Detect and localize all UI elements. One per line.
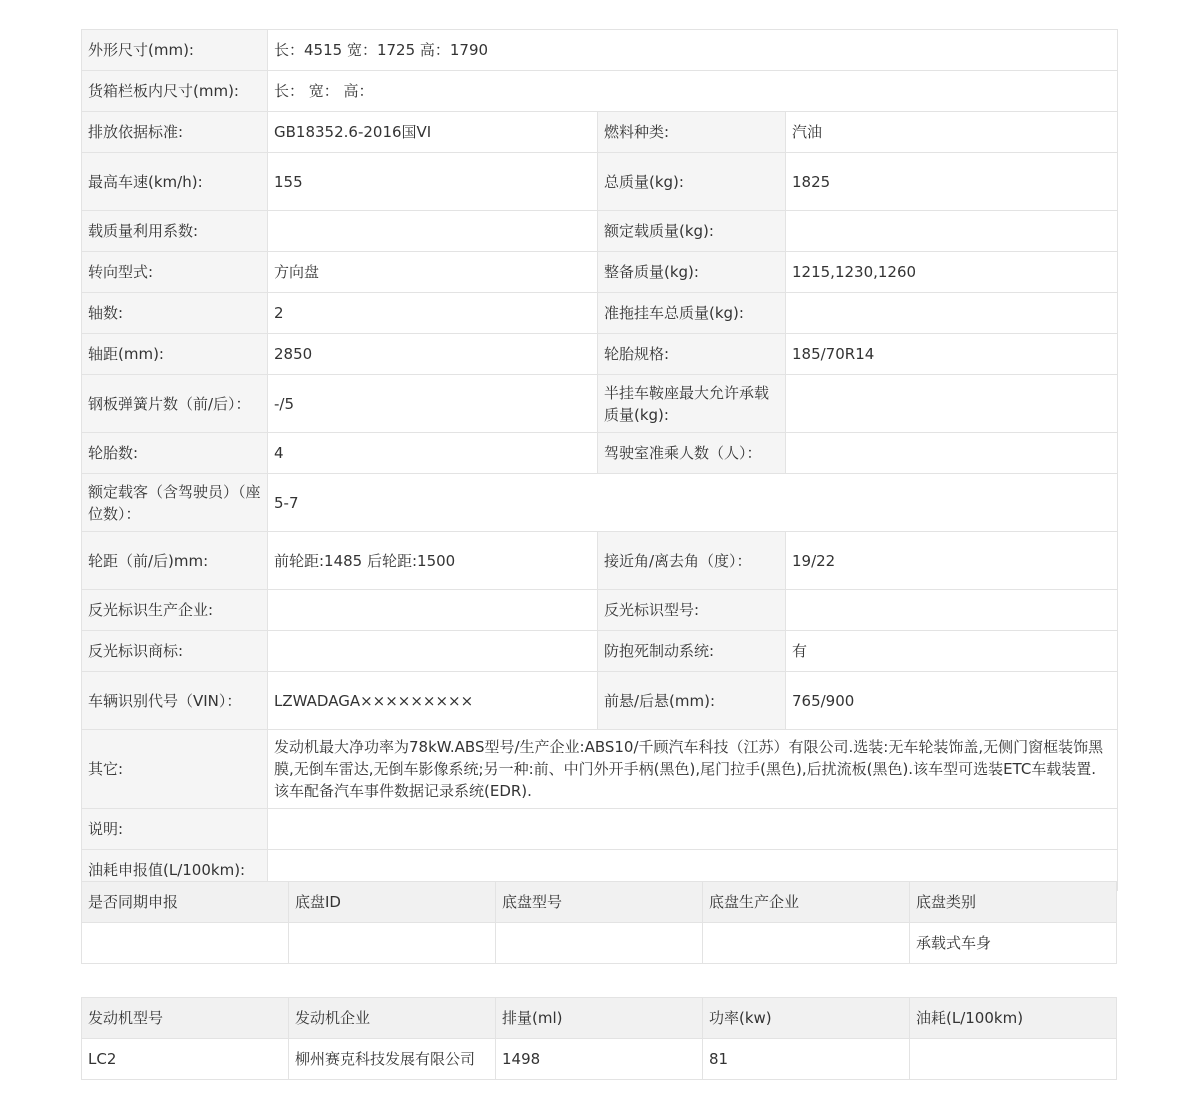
spec-value: 1825 bbox=[786, 153, 1118, 211]
spec-value: 有 bbox=[786, 631, 1118, 672]
spec-value: GB18352.6-2016国VI bbox=[268, 112, 598, 153]
spec-label: 反光标识商标: bbox=[82, 631, 268, 672]
chassis-table bbox=[81, 881, 1117, 964]
spec-value: LZWADAGA××××××××× bbox=[268, 672, 598, 730]
spec-label: 最高车速(km/h): bbox=[82, 153, 268, 211]
engine-data-row bbox=[82, 1039, 1117, 1080]
vehicle-spec-body bbox=[82, 30, 1118, 891]
spec-value: 185/70R14 bbox=[786, 334, 1118, 375]
spec-label: 说明: bbox=[82, 809, 268, 850]
engine-cell bbox=[910, 1039, 1117, 1080]
spec-value bbox=[268, 809, 1118, 850]
spec-value: 765/900 bbox=[786, 672, 1118, 730]
spec-row bbox=[82, 631, 1118, 672]
engine-cell: LC2 bbox=[82, 1039, 289, 1080]
spec-value: 汽油 bbox=[786, 112, 1118, 153]
spec-label: 载质量利用系数: bbox=[82, 211, 268, 252]
spec-value: 1215,1230,1260 bbox=[786, 252, 1118, 293]
spec-value: -/5 bbox=[268, 375, 598, 433]
spec-value: 发动机最大净功率为78kW.ABS型号/生产企业:ABS10/千顾汽车科技（江苏）有限公司.选装:无车轮装饰盖,无侧门窗框装饰黑膜,无倒车雷达,无倒车影像系统;另一种:前、中门外开手柄(黑色),尾门拉手(黑色),后扰流板(黑色).该车型可选装ETC车载装置.该车配备汽车事件数据记录系统(EDR). bbox=[268, 730, 1118, 809]
spec-label: 驾驶室准乘人数（人）： bbox=[598, 433, 786, 474]
spec-label: 半挂车鞍座最大允许承载质量(kg): bbox=[598, 375, 786, 433]
vehicle-spec-table bbox=[81, 29, 1118, 891]
engine-header-cell: 发动机企业 bbox=[289, 998, 496, 1039]
spec-label: 轴距(mm): bbox=[82, 334, 268, 375]
spec-label: 前悬/后悬(mm): bbox=[598, 672, 786, 730]
engine-cell: 柳州赛克科技发展有限公司 bbox=[289, 1039, 496, 1080]
spec-value: 方向盘 bbox=[268, 252, 598, 293]
chassis-header-cell: 底盘生产企业 bbox=[703, 882, 910, 923]
engine-header-cell: 功率(kw) bbox=[703, 998, 910, 1039]
spec-label: 准拖挂车总质量(kg): bbox=[598, 293, 786, 334]
spec-row bbox=[82, 532, 1118, 590]
spec-row bbox=[82, 672, 1118, 730]
chassis-header-cell: 底盘型号 bbox=[496, 882, 703, 923]
chassis-cell bbox=[703, 923, 910, 964]
spec-value: 前轮距:1485 后轮距:1500 bbox=[268, 532, 598, 590]
chassis-data-row bbox=[82, 923, 1117, 964]
spec-value: 4 bbox=[268, 433, 598, 474]
spec-label: 反光标识生产企业: bbox=[82, 590, 268, 631]
spec-label: 轮胎规格: bbox=[598, 334, 786, 375]
spec-label: 油耗申报值(L/100km): bbox=[82, 850, 268, 891]
spec-label: 反光标识型号: bbox=[598, 590, 786, 631]
engine-cell: 81 bbox=[703, 1039, 910, 1080]
spec-value bbox=[268, 631, 598, 672]
spec-value bbox=[786, 433, 1118, 474]
spec-value bbox=[786, 590, 1118, 631]
spec-label: 车辆识别代号（VIN）： bbox=[82, 672, 268, 730]
spec-row bbox=[82, 590, 1118, 631]
spec-label: 接近角/离去角（度）： bbox=[598, 532, 786, 590]
engine-header-cell: 油耗(L/100km) bbox=[910, 998, 1117, 1039]
chassis-cell bbox=[289, 923, 496, 964]
chassis-cell bbox=[82, 923, 289, 964]
spec-label: 整备质量(kg): bbox=[598, 252, 786, 293]
spec-row bbox=[82, 474, 1118, 532]
spec-label: 轮距（前/后)mm: bbox=[82, 532, 268, 590]
spec-label: 轮胎数: bbox=[82, 433, 268, 474]
spec-label: 额定载客（含驾驶员）（座位数）： bbox=[82, 474, 268, 532]
spec-value: 长： 宽： 高： bbox=[268, 71, 1118, 112]
spec-row bbox=[82, 293, 1118, 334]
spec-row bbox=[82, 433, 1118, 474]
spec-row bbox=[82, 334, 1118, 375]
engine-table bbox=[81, 997, 1117, 1080]
spec-label: 总质量(kg): bbox=[598, 153, 786, 211]
spec-value bbox=[268, 211, 598, 252]
spec-row bbox=[82, 153, 1118, 211]
chassis-cell: 承载式车身 bbox=[910, 923, 1117, 964]
spec-label: 货箱栏板内尺寸(mm): bbox=[82, 71, 268, 112]
spec-value bbox=[786, 211, 1118, 252]
spec-value bbox=[786, 375, 1118, 433]
spec-label: 轴数: bbox=[82, 293, 268, 334]
engine-cell: 1498 bbox=[496, 1039, 703, 1080]
spec-row bbox=[82, 30, 1118, 71]
chassis-cell bbox=[496, 923, 703, 964]
spec-row bbox=[82, 211, 1118, 252]
spec-value: 2 bbox=[268, 293, 598, 334]
chassis-header-cell: 底盘ID bbox=[289, 882, 496, 923]
spec-label: 外形尺寸(mm): bbox=[82, 30, 268, 71]
chassis-header-row bbox=[82, 882, 1117, 923]
spec-row bbox=[82, 809, 1118, 850]
spec-label: 转向型式: bbox=[82, 252, 268, 293]
chassis-body bbox=[82, 882, 1117, 964]
spec-row bbox=[82, 252, 1118, 293]
engine-body bbox=[82, 998, 1117, 1080]
spec-value bbox=[268, 590, 598, 631]
chassis-header-cell: 是否同期申报 bbox=[82, 882, 289, 923]
spec-row bbox=[82, 375, 1118, 433]
spec-label: 防抱死制动系统: bbox=[598, 631, 786, 672]
spec-value bbox=[786, 293, 1118, 334]
engine-header-cell: 发动机型号 bbox=[82, 998, 289, 1039]
spec-row bbox=[82, 112, 1118, 153]
spec-row bbox=[82, 71, 1118, 112]
spec-label: 额定载质量(kg): bbox=[598, 211, 786, 252]
spec-value: 5-7 bbox=[268, 474, 1118, 532]
spec-value: 19/22 bbox=[786, 532, 1118, 590]
chassis-header-cell: 底盘类别 bbox=[910, 882, 1117, 923]
spec-value: 2850 bbox=[268, 334, 598, 375]
spec-value: 155 bbox=[268, 153, 598, 211]
spec-label: 燃料种类: bbox=[598, 112, 786, 153]
spec-label: 钢板弹簧片数（前/后）： bbox=[82, 375, 268, 433]
engine-header-row bbox=[82, 998, 1117, 1039]
spec-row bbox=[82, 730, 1118, 809]
spec-label: 排放依据标准: bbox=[82, 112, 268, 153]
spec-value: 长：4515 宽：1725 高：1790 bbox=[268, 30, 1118, 71]
spec-label: 其它: bbox=[82, 730, 268, 809]
engine-header-cell: 排量(ml) bbox=[496, 998, 703, 1039]
